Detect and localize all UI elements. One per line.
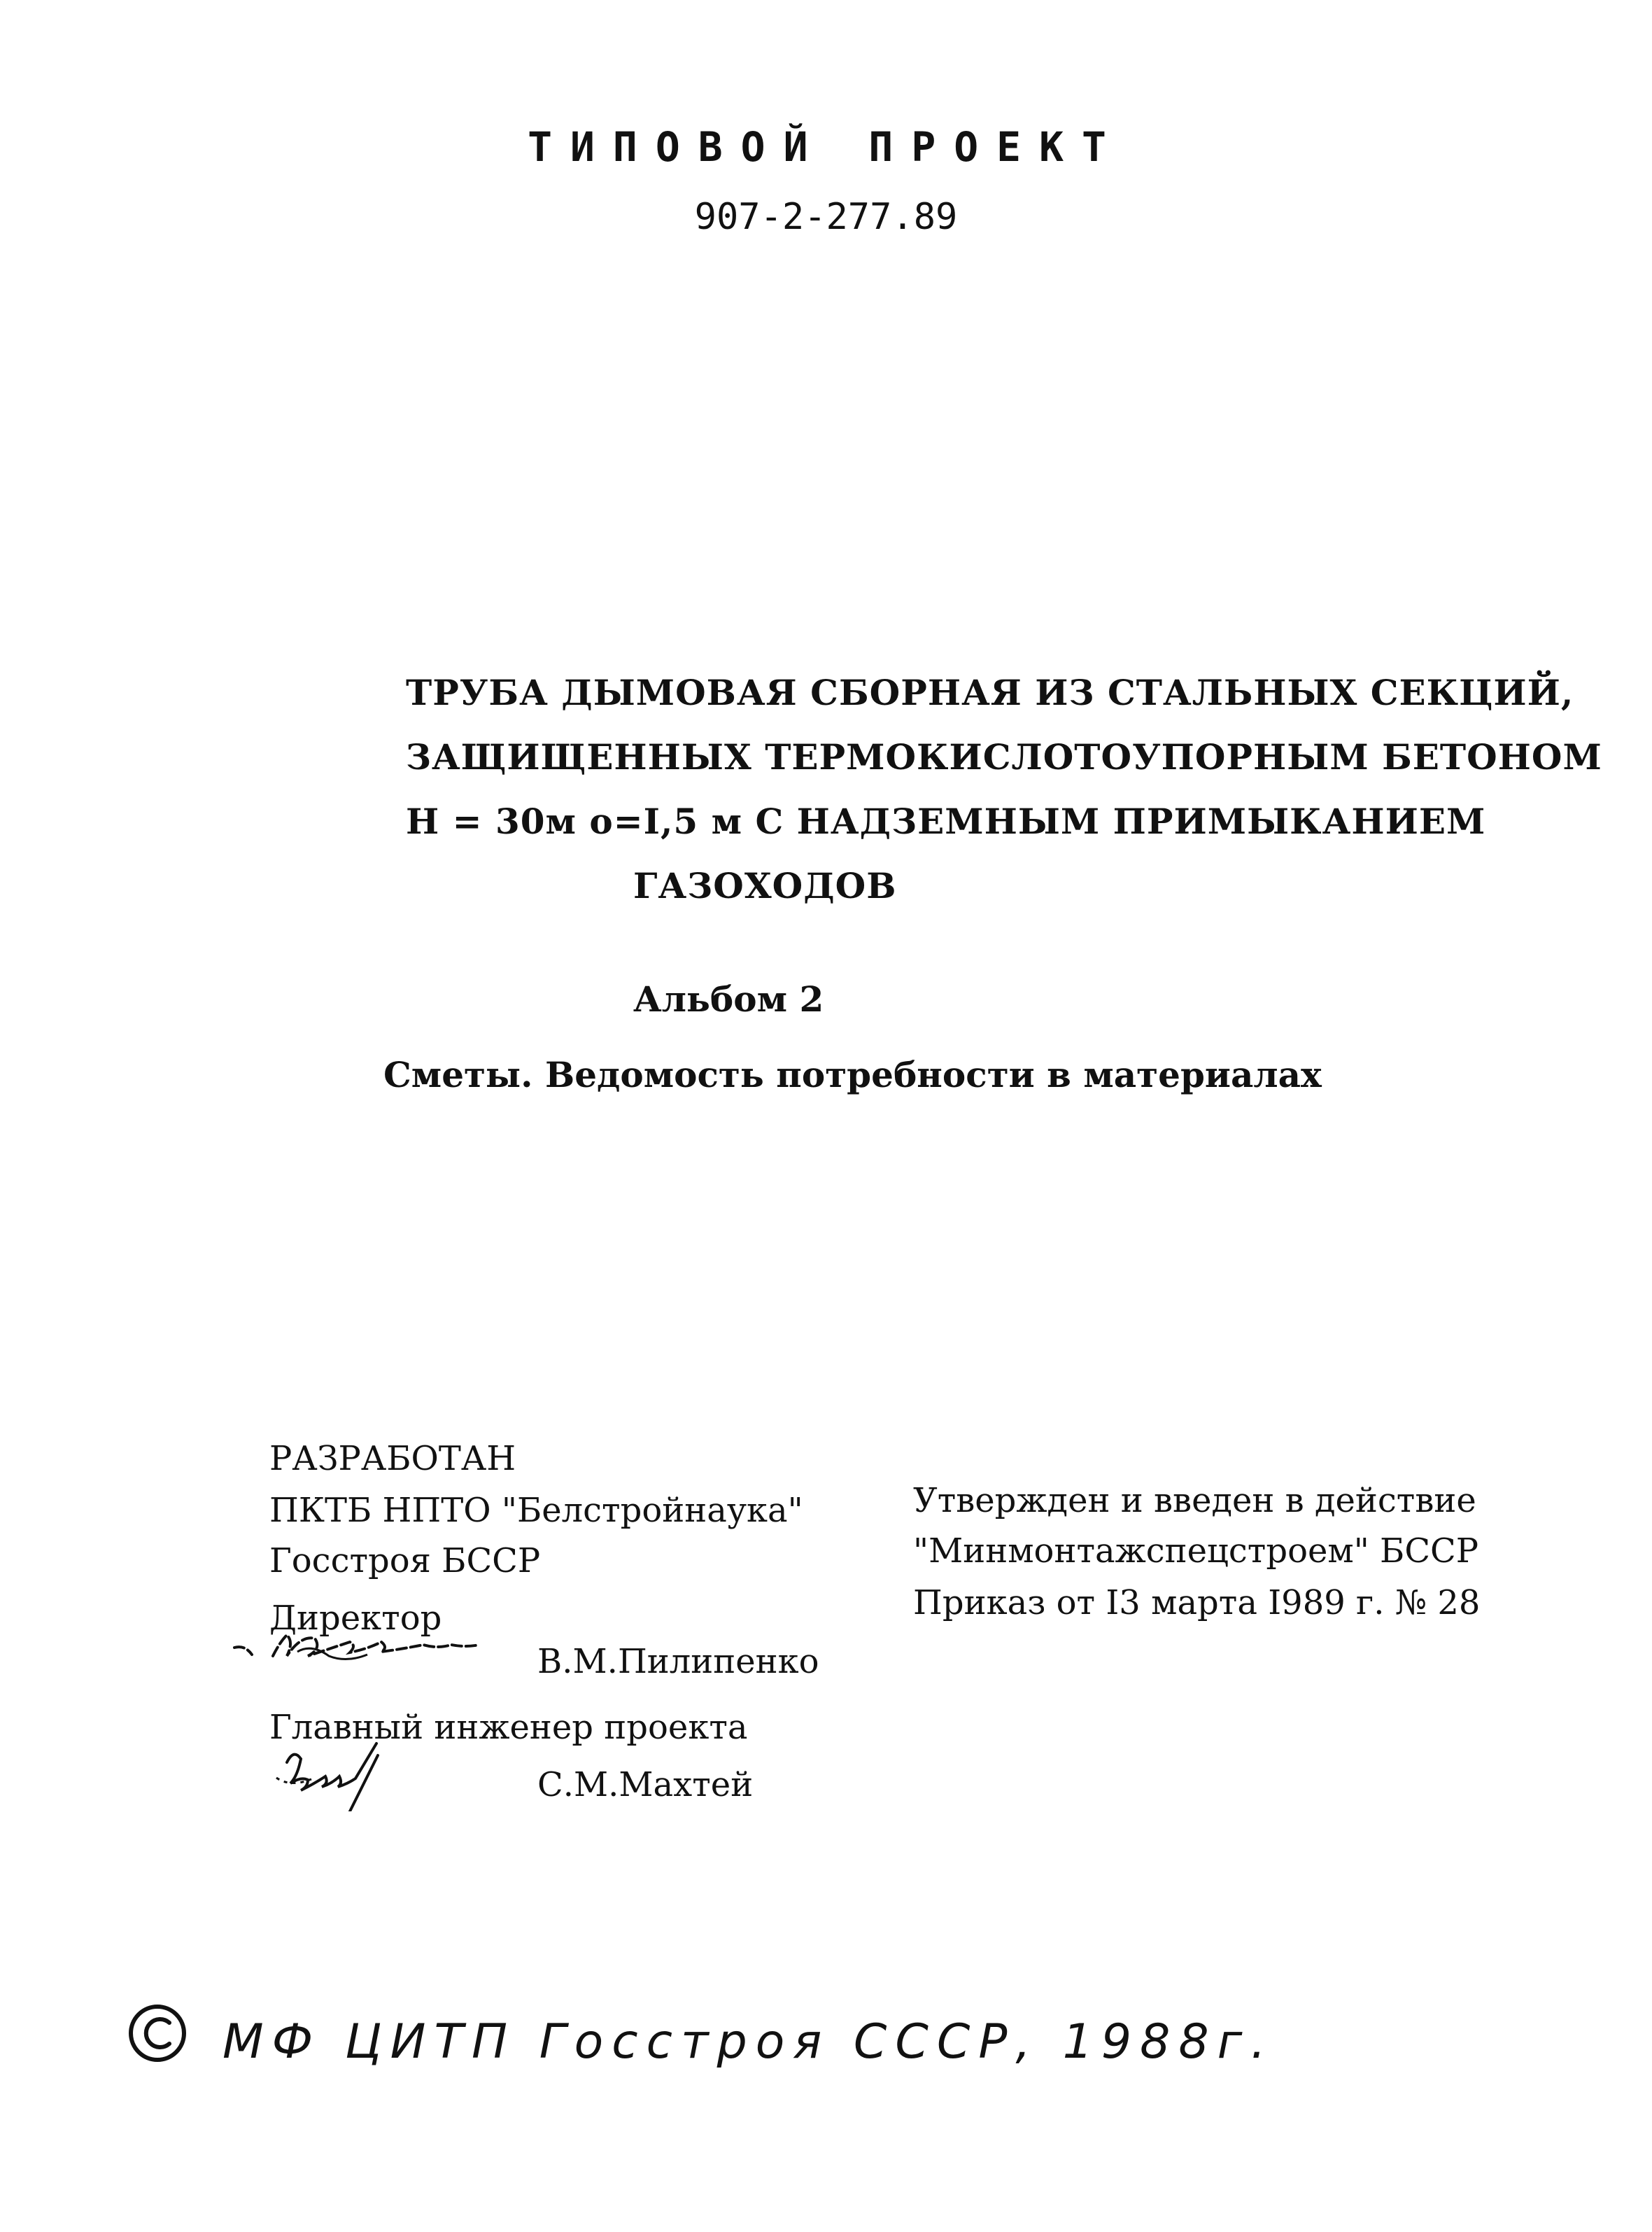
object-title-line-3: Н = 30м о=I,5 м С НАДЗЕМНЫМ ПРИМЫКАНИЕМ	[406, 801, 1486, 842]
document-type-title: ТИПОВОЙ ПРОЕКТ	[528, 123, 1124, 171]
publisher-stamp: МФ ЦИТП Госстроя СССР, 1988г.	[223, 2014, 1275, 2070]
object-title-line-1: ТРУБА ДЫМОВАЯ СБОРНАЯ ИЗ СТАЛЬНЫХ СЕКЦИЙ,	[406, 672, 1574, 713]
developer-heading: РАЗРАБОТАН	[269, 1439, 516, 1478]
developer-organization: ПКТБ НПТО "Белстройнаука"	[269, 1491, 803, 1530]
approval-line-3: Приказ от I3 марта I989 г. № 28	[913, 1583, 1481, 1622]
chief-engineer-name: С.М.Махтей	[537, 1765, 754, 1804]
object-title-line-4: ГАЗОХОДОВ	[633, 865, 897, 906]
director-signature	[231, 1624, 539, 1680]
developer-gosstroy: Госстроя БССР	[269, 1541, 541, 1580]
director-name: В.М.Пилипенко	[537, 1642, 819, 1681]
copyright-icon	[126, 2002, 189, 2065]
chief-engineer-signature	[273, 1734, 427, 1811]
object-title-line-2: ЗАЩИЩЕННЫХ ТЕРМОКИСЛОТОУПОРНЫМ БЕТОНОМ	[406, 736, 1602, 778]
project-number: 907-2-277.89	[694, 196, 958, 238]
chief-engineer-role: Главный инженер проекта	[269, 1708, 748, 1747]
approval-line-1: Утвержден и введен в действие	[913, 1481, 1476, 1520]
approval-line-2: "Минмонтажспецстроем" БССР	[913, 1531, 1479, 1571]
album-label: Альбом 2	[633, 978, 824, 1020]
director-role: Директор	[269, 1599, 442, 1638]
album-contents: Сметы. Ведомость потребности в материалах	[383, 1054, 1322, 1095]
